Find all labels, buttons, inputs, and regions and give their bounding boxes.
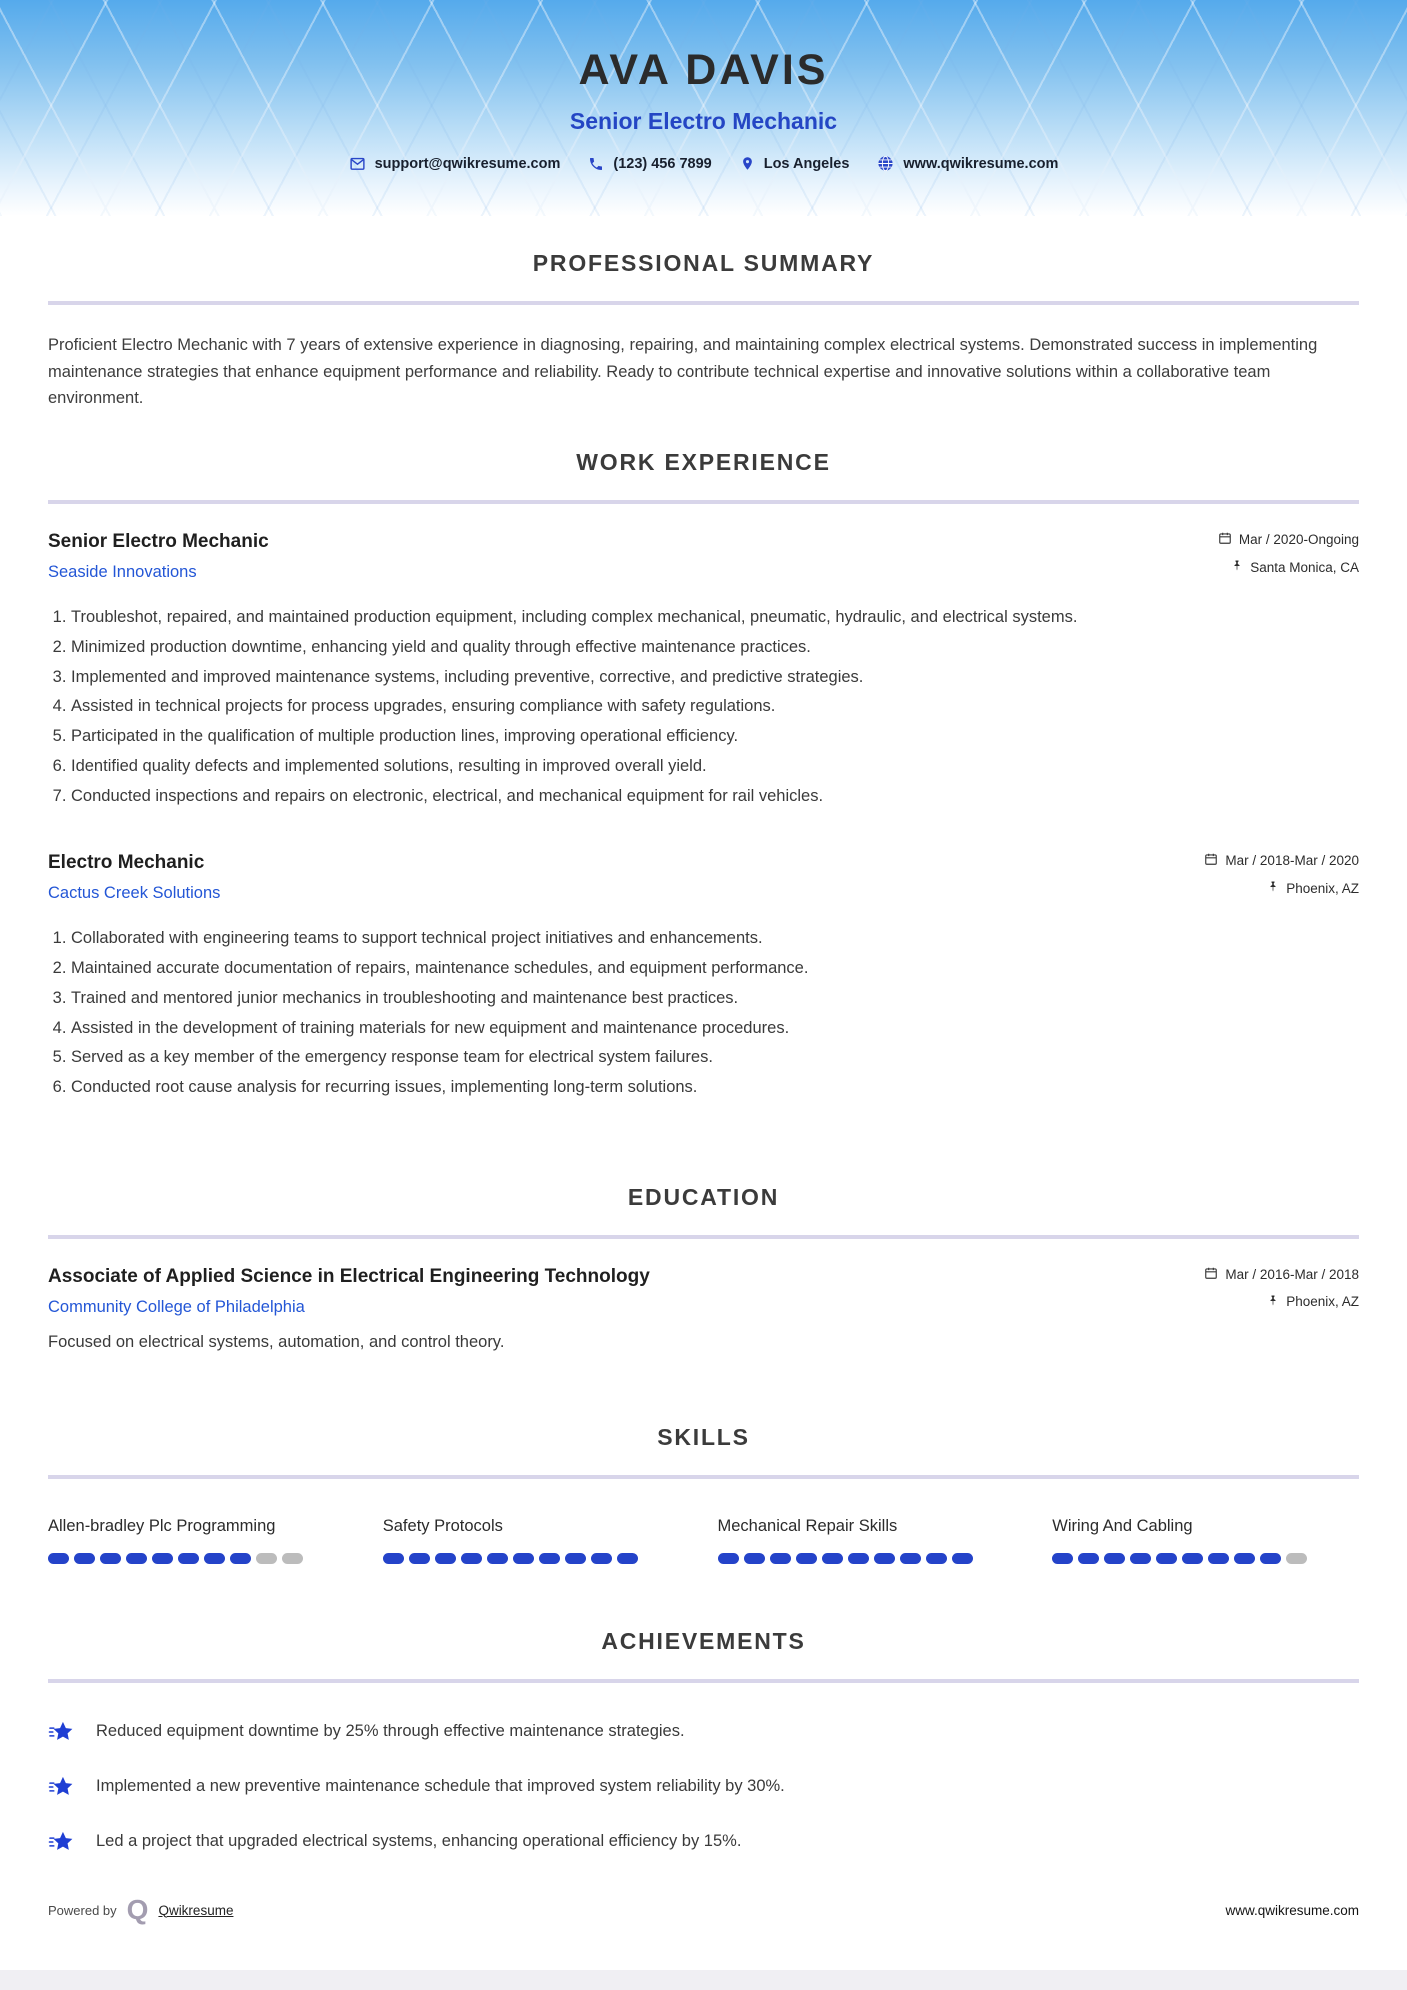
job-bullet: 4. Assisted in technical projects for process upgrades, ensuring compliance with safety regulations.	[71, 694, 1359, 719]
skill-level-segment	[718, 1553, 739, 1564]
job-title-block	[48, 531, 269, 582]
job-meta	[1204, 852, 1359, 896]
page-footer	[48, 1896, 1359, 1924]
job-location-row	[1204, 880, 1359, 896]
skill-level-segment	[874, 1553, 895, 1564]
section-heading-work: WORK EXPERIENCE	[576, 449, 831, 476]
skill-level-segment	[926, 1553, 947, 1564]
skill-label: Wiring And Cabling	[1052, 1516, 1193, 1535]
job-dates-row	[1204, 852, 1359, 869]
section-professional-summary	[48, 250, 1359, 412]
resume-body	[0, 250, 1407, 1861]
job-location: Phoenix, AZ	[1286, 880, 1359, 896]
job-title: Electro Mechanic	[48, 852, 205, 874]
section-divider	[48, 1679, 1359, 1683]
pushpin-icon	[1267, 880, 1279, 896]
bottom-strip	[0, 1970, 1407, 1990]
achievement-text: Implemented a new preventive maintenance schedule that improved system reliability by 30%.	[96, 1777, 785, 1795]
skill-level-segment	[48, 1553, 69, 1564]
skill-item	[383, 1515, 690, 1564]
skill-level-segment	[282, 1553, 303, 1564]
job-bullet: 4. Assisted in the development of training materials for new equipment and maintenance procedures.	[71, 1016, 1359, 1041]
achievement-text: Led a project that upgraded electrical systems, enhancing operational efficiency by 15%.	[96, 1832, 742, 1850]
skill-label: Allen-bradley Plc Programming	[48, 1516, 276, 1535]
education-dates-row	[1204, 1266, 1359, 1283]
brand-link[interactable]: Qwikresume	[158, 1902, 234, 1918]
skill-level-segment	[952, 1553, 973, 1564]
achievement-row	[48, 1829, 1359, 1861]
phone-icon	[588, 156, 604, 172]
envelope-icon	[349, 155, 366, 172]
job-bullet-list	[48, 605, 1359, 808]
education-meta	[1204, 1266, 1359, 1310]
header-banner	[0, 0, 1407, 216]
skill-level-segment	[770, 1553, 791, 1564]
contact-website-text: www.qwikresume.com	[903, 155, 1059, 172]
job-bullet: 5. Participated in the qualification of multiple production lines, improving operational efficiency.	[71, 724, 1359, 749]
education-location-row	[1204, 1294, 1359, 1310]
skill-level-segment	[1260, 1553, 1281, 1564]
contact-location	[740, 155, 850, 172]
skill-level-segment	[256, 1553, 277, 1564]
star-icon	[48, 1719, 75, 1751]
contact-email	[349, 155, 561, 172]
skill-level-segment	[848, 1553, 869, 1564]
job-dates-row	[1218, 531, 1359, 548]
skill-level-segment	[1104, 1553, 1125, 1564]
job-bullet: 1. Troubleshot, repaired, and maintained production equipment, including complex mechanical, pneumatic, hydraulic, and electrical systems.	[71, 605, 1359, 630]
skill-level-segment	[1052, 1553, 1073, 1564]
skill-level-segment	[539, 1553, 560, 1564]
job-dates: Mar / 2018-Mar / 2020	[1225, 853, 1359, 869]
skill-level-bar	[718, 1553, 1025, 1564]
skill-level-segment	[409, 1553, 430, 1564]
job-bullet-list	[48, 926, 1359, 1100]
skill-level-segment	[591, 1553, 612, 1564]
skill-level-segment	[126, 1553, 147, 1564]
skill-level-segment	[1234, 1553, 1255, 1564]
company-link[interactable]: Seaside Innovations	[48, 563, 197, 582]
section-divider	[48, 301, 1359, 305]
job-bullet: 1. Collaborated with engineering teams to support technical project initiatives and enhancements.	[71, 926, 1359, 951]
skill-label: Mechanical Repair Skills	[717, 1516, 898, 1535]
skill-level-segment	[1286, 1553, 1307, 1564]
section-heading-skills: SKILLS	[657, 1423, 750, 1450]
job-location-row	[1218, 559, 1359, 575]
contact-email-text: support@qwikresume.com	[374, 155, 561, 172]
achievement-row	[48, 1719, 1359, 1751]
achievement-text: Reduced equipment downtime by 25% through effective maintenance strategies.	[96, 1722, 685, 1740]
section-heading-education: EDUCATION	[627, 1183, 780, 1210]
skill-level-segment	[461, 1553, 482, 1564]
degree-title: Associate of Applied Science in Electrical Engineering Technology	[48, 1265, 650, 1287]
skill-level-bar	[383, 1553, 690, 1564]
footer-website: www.qwikresume.com	[1225, 1902, 1359, 1918]
section-achievements	[48, 1628, 1359, 1861]
job-bullet: 6. Conducted root cause analysis for recurring issues, implementing long-term solutions.	[71, 1075, 1359, 1100]
job-bullet: 2. Maintained accurate documentation of repairs, maintenance schedules, and equipment performance.	[71, 956, 1359, 981]
education-description: Focused on electrical systems, automation, and control theory.	[48, 1332, 505, 1351]
job-title: Senior Electro Mechanic	[48, 531, 269, 553]
skill-level-segment	[204, 1553, 225, 1564]
skill-level-segment	[1156, 1553, 1177, 1564]
skill-level-bar	[1052, 1553, 1359, 1564]
skill-level-segment	[383, 1553, 404, 1564]
skill-level-segment	[565, 1553, 586, 1564]
contact-location-text: Los Angeles	[763, 155, 850, 172]
job-dates: Mar / 2020-Ongoing	[1238, 532, 1359, 548]
job-bullet: 2. Minimized production downtime, enhancing yield and quality through effective maintenance practices.	[71, 635, 1359, 660]
skill-level-segment	[178, 1553, 199, 1564]
degree-block	[48, 1266, 650, 1317]
calendar-icon	[1204, 852, 1218, 869]
job-entry-header	[48, 531, 1359, 582]
education-entry	[48, 1266, 1359, 1352]
contact-website	[877, 155, 1058, 172]
education-dates: Mar / 2016-Mar / 2018	[1225, 1266, 1359, 1282]
pushpin-icon	[1267, 1294, 1279, 1310]
skill-level-segment	[1078, 1553, 1099, 1564]
skill-level-segment	[74, 1553, 95, 1564]
education-entry-header	[48, 1266, 1359, 1317]
skill-level-segment	[1182, 1553, 1203, 1564]
job-title-block	[48, 852, 220, 903]
calendar-icon	[1204, 1266, 1218, 1283]
section-heading-achievements: ACHIEVEMENTS	[601, 1628, 806, 1654]
contact-phone-text: (123) 456 7899	[613, 155, 712, 172]
skill-item	[48, 1515, 355, 1564]
job-bullet: 3. Implemented and improved maintenance systems, including preventive, corrective, and predictive strategies.	[71, 665, 1359, 690]
map-pin-icon	[740, 155, 755, 172]
pushpin-icon	[1231, 559, 1243, 575]
globe-icon	[877, 155, 894, 172]
skills-grid	[48, 1515, 1359, 1564]
skill-label: Safety Protocols	[382, 1516, 503, 1535]
job-entry-header	[48, 852, 1359, 903]
skill-level-segment	[435, 1553, 456, 1564]
section-divider	[48, 500, 1359, 504]
job-bullet: 5. Served as a key member of the emergency response team for electrical system failures.	[71, 1045, 1359, 1070]
star-icon	[48, 1829, 75, 1861]
skill-level-bar	[48, 1553, 355, 1564]
skill-level-segment	[1208, 1553, 1229, 1564]
education-location: Phoenix, AZ	[1286, 1294, 1359, 1310]
job-bullet: 6. Identified quality defects and implemented solutions, resulting in improved overall yield.	[71, 754, 1359, 779]
skill-level-segment	[100, 1553, 121, 1564]
skill-level-segment	[617, 1553, 638, 1564]
skill-level-segment	[152, 1553, 173, 1564]
skill-level-segment	[230, 1553, 251, 1564]
achievement-row	[48, 1774, 1359, 1806]
skill-level-segment	[487, 1553, 508, 1564]
person-name: AVA DAVIS	[578, 46, 829, 94]
skill-level-segment	[1130, 1553, 1151, 1564]
job-bullet: 7. Conducted inspections and repairs on electronic, electrical, and mechanical equipment for rail vehicles.	[71, 784, 1359, 809]
contact-phone	[588, 156, 711, 172]
summary-text: Proficient Electro Mechanic with 7 years of extensive experience in diagnosing, repairing, and maintaining complex electrical systems. Demonstrated success in implementing maintenance strategies that enhance equipment performance and reliability. Ready to contribute technical expertise and innovative solutions within a collaborative team environment.	[48, 336, 1318, 408]
footer-brand-group	[48, 1896, 233, 1924]
school-link[interactable]: Community College of Philadelphia	[48, 1297, 305, 1316]
section-divider	[48, 1475, 1359, 1479]
section-heading-summary: PROFESSIONAL SUMMARY	[532, 250, 875, 276]
job-entry-1	[48, 531, 1359, 808]
powered-by-label: Powered by	[48, 1902, 117, 1918]
section-work-experience	[48, 449, 1359, 1100]
skill-item	[1052, 1515, 1359, 1564]
job-entry-2	[48, 852, 1359, 1100]
job-meta	[1218, 531, 1359, 575]
section-education	[48, 1184, 1359, 1352]
section-divider	[48, 1235, 1359, 1239]
calendar-icon	[1218, 531, 1232, 548]
contact-row	[0, 155, 1407, 172]
skill-level-segment	[822, 1553, 843, 1564]
skill-level-segment	[513, 1553, 534, 1564]
section-skills	[48, 1424, 1359, 1564]
job-location: Santa Monica, CA	[1250, 559, 1359, 575]
person-job-title: Senior Electro Mechanic	[569, 108, 838, 134]
skill-level-segment	[796, 1553, 817, 1564]
q-logo: Q	[126, 1894, 149, 1925]
skill-level-segment	[744, 1553, 765, 1564]
company-link[interactable]: Cactus Creek Solutions	[48, 884, 221, 903]
achievements-list	[48, 1719, 1359, 1861]
job-bullet: 3. Trained and mentored junior mechanics in troubleshooting and maintenance best practices.	[71, 986, 1359, 1011]
star-icon	[48, 1774, 75, 1806]
skill-item	[718, 1515, 1025, 1564]
skill-level-segment	[900, 1553, 921, 1564]
